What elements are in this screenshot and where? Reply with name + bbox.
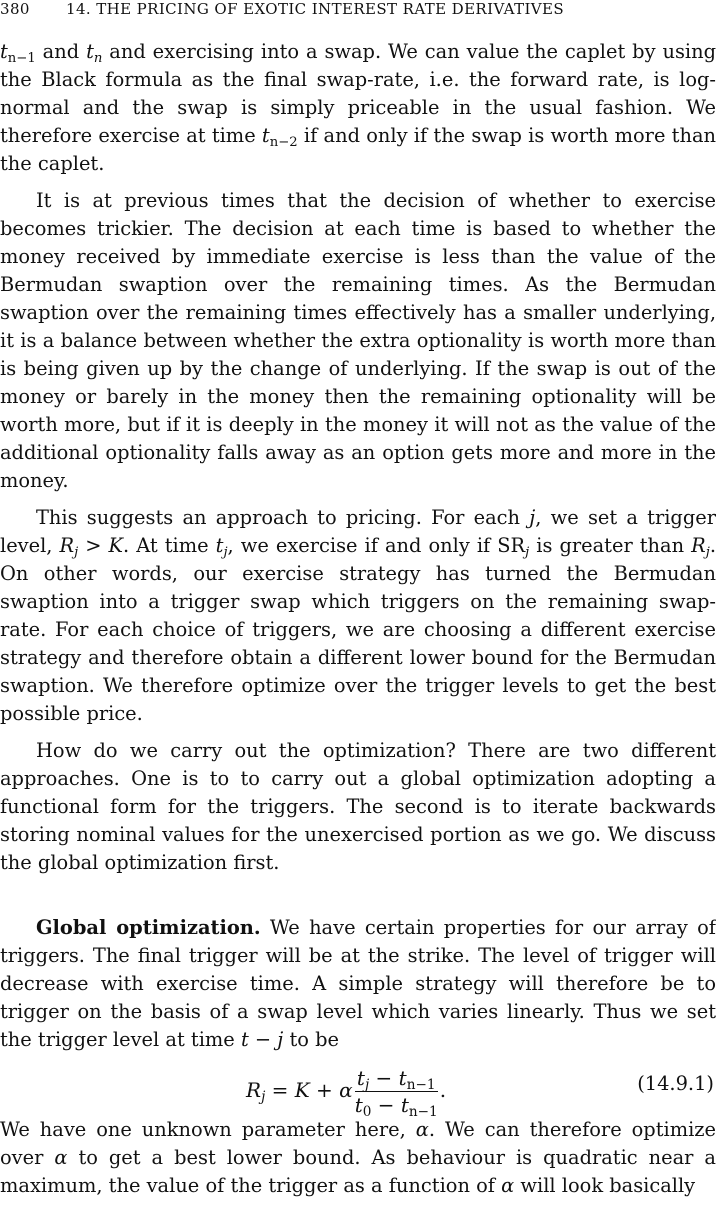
equation-fraction: $\frac{t_j - t_{n-1}}{t_0 - t_{n-1}}$ (354, 1066, 438, 1121)
equation-14-9-1 (0, 1058, 716, 1121)
equation-number: (14.9.1) (637, 1072, 714, 1095)
section-heading: Global optimization. (36, 916, 261, 939)
running-header (0, 0, 716, 20)
paragraph-1: $t_{n-1}$ and $t_n$ and exercising into a swap. We can value the caplet by using the Black formula as the final swap-rate, i.e. the forward rate, is log-normal and the swap is simply priceable in the usual fashion. We therefore exercise at time $t_{n-2}$ if and only if the swap is worth more than the caplet. (0, 40, 716, 175)
running-title: 14. THE PRICING OF EXOTIC INTEREST RATE DERIVATIVES (66, 0, 565, 18)
paragraph-3: This suggests an approach to pricing. For each j, we set a trigger level, $R_j > K$. At time $t_j$, we exercise if and only if $SR_j$ is greater than $R_j$. On other words, our exercise strategy has turned the Bermudan swaption into a trigger swap which triggers on the remaining swap-rate. For each choice of triggers, we are choosing a different exercise strategy and therefore obtain a different lower bound for the Bermudan swaption. We therefore optimize over the trigger levels to get the best possible price. (0, 506, 716, 725)
paragraph-4: How do we carry out the optimization? There are two different approaches. One is to to carry out a global optimization adopting a functional form for the triggers. The second is to iterate backwards storing nominal values for the unexercised portion as we go. We discuss the global optimization first. (0, 739, 716, 874)
section-global-optimization: Global optimization. We have certain properties for our array of triggers. The final trigger will be at the strike. The level of trigger will decrease with exercise time. A simple strategy will therefore be to trigger on the basis of a swap level which varies linearly. Thus we set the trigger level at time t − j to be (0, 916, 716, 1051)
paragraph-5: We have one unknown parameter here, α. We can therefore optimize over α to get a best lower bound. As behaviour is quadratic near a maximum, the value of the trigger as a function of α will look basically (0, 1118, 716, 1197)
body-text (0, 38, 716, 1200)
equation-expression: $R_j = K + \alpha$ $\frac{t_j - t_{n-1}}{t_0 - t_{n-1}}$ . (246, 1066, 447, 1121)
paragraph-2: It is at previous times that the decision of whether to exercise becomes trickier. The decision at each time is based to whether the money received by immediate exercise is less than the value of the Bermudan swaption over the remaining times. As the Bermudan swaption over the remaining times effectively has a smaller underlying, it is a balance between whether the extra optionality is worth more than is being given up by the change of underlying. If the swap is out of the money or barely in the money then the remaining optionality will be worth more, but if it is deeply in the money it will not as the value of the additional optionality falls away as an option gets more and more in the money. (0, 189, 716, 492)
page-number: 380 (0, 0, 30, 18)
